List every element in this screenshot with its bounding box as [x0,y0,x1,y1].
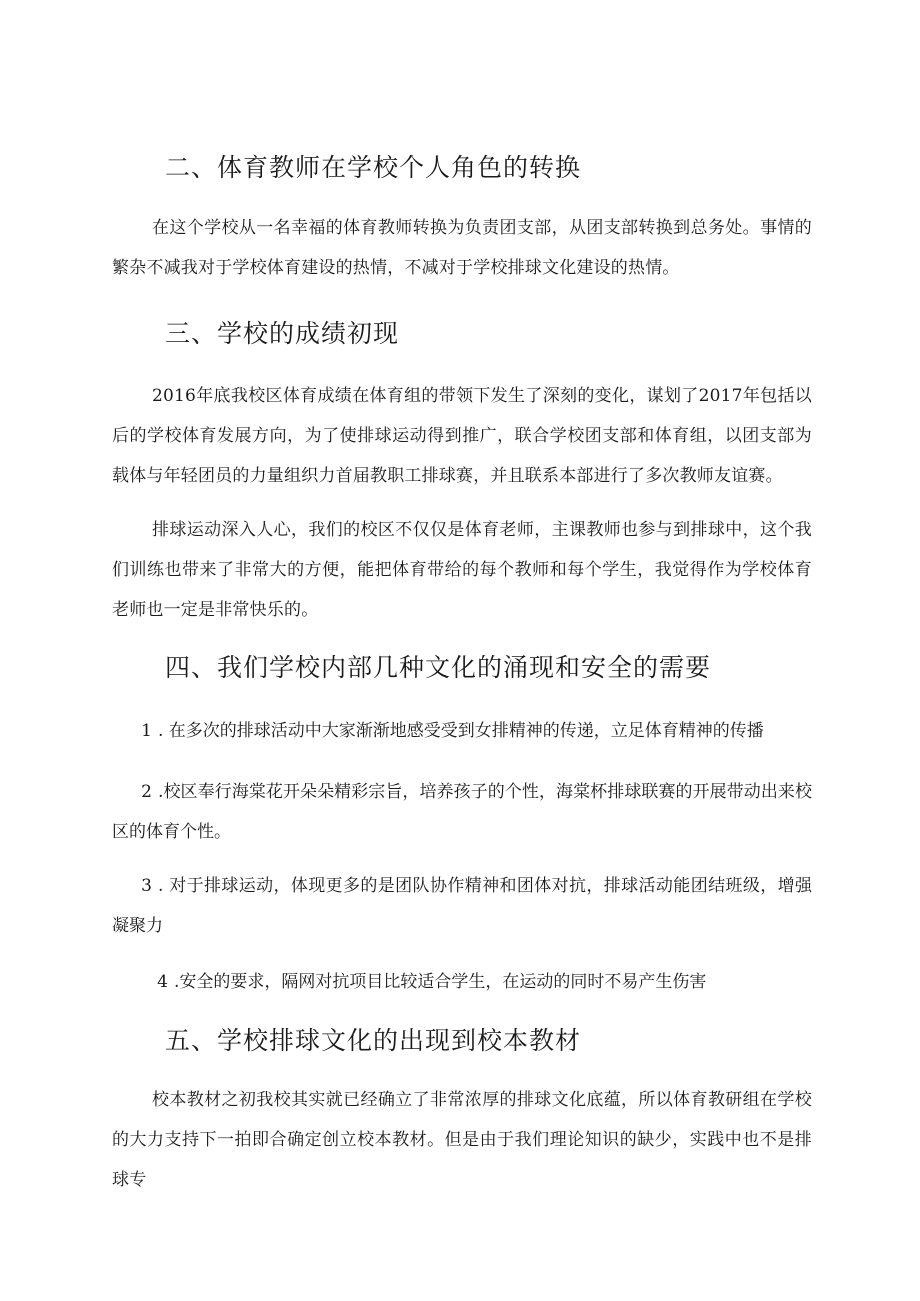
list-item [112,866,812,946]
paragraph-school-textbook: 校本教材之初我校其实就已经确立了非常浓厚的排球文化底蕴，所以体育教研组在学校的大力支持下一拍即合确定创立校本教材。但是由于我们理论知识的缺少，实践中也不是排球专 [112,1090,812,1190]
list-item-number: 1 [141,721,152,741]
list-item-number: 2 [141,782,152,802]
section-heading-5: 五、学校排球文化的出现到校本教材 [165,1026,582,1055]
list-item-number: 4 [157,972,168,992]
paragraph-role-change: 在这个学校从一名幸福的体育教师转换为负责团支部，从团支部转换到总务处。事情的繁杂不减我对于学校体育建设的热情，不减对于学校排球文化建设的热情。 [112,218,812,278]
list-item [112,711,812,751]
list-item-text: .校区奉行海棠花开朵朵精彩宗旨，培养孩子的个性，海棠杯排球联赛的开展带动出来校区的体育个性。 [112,782,812,842]
section-heading-2: 二、体育教师在学校个人角色的转换 [165,153,582,182]
list-item-text: . 对于排球运动，体现更多的是团队协作精神和团体对抗，排球活动能团结班级，增强凝聚力 [112,876,812,936]
paragraph-volleyball-popularity: 排球运动深入人心，我们的校区不仅仅是体育老师，主课教师也参与到排球中，这个我们训练也带来了非常大的方便，能把体育带给的每个教师和每个学生，我觉得作为学校体育老师也一定是非常快乐的。 [112,520,812,620]
paragraph-achievements: 2016年底我校区体育成绩在体育组的带领下发生了深刻的变化，谋划了2017年包括以后的学校体育发展方向，为了使排球运动得到推广，联合学校团支部和体育组，以团支部为载体与年轻团员的力量组织力首届教职工排球赛，并且联系本部进行了多次教师友谊赛。 [112,386,812,486]
section-heading-3: 三、学校的成绩初现 [165,319,400,348]
list-item-text: .安全的要求，隔网对抗项目比较适合学生，在运动的同时不易产生伤害 [174,972,707,992]
list-item [112,772,812,852]
section-heading-4: 四、我们学校内部几种文化的涌现和安全的需要 [165,653,712,682]
list-item-text: . 在多次的排球活动中大家渐渐地感受受到女排精神的传递，立足体育精神的传播 [158,721,764,741]
list-item-number: 3 [141,876,152,896]
list-item [112,962,812,1002]
